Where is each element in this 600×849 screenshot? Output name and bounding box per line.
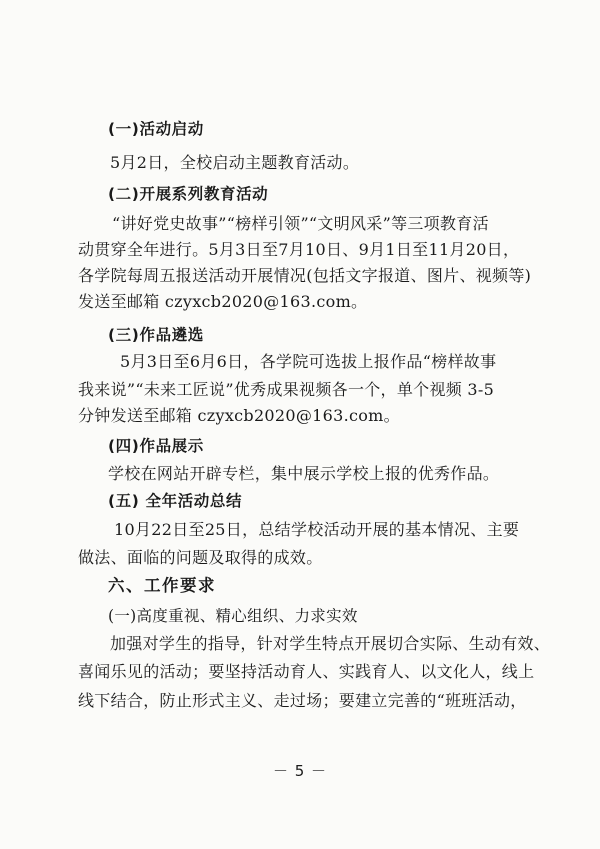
page-number: － 5 － — [272, 762, 328, 780]
section-title-work-requirements: 六、工作要求 — [108, 576, 216, 595]
body-line: 学校在网站开辟专栏，集中展示学校上报的优秀作品。 — [108, 464, 500, 483]
body-line: 加强对学生的指导，针对学生特点开展切合实际、生动有效、 — [110, 634, 551, 653]
body-line: 5月3日至6月6日，各学院可选拔上报作品“榜样故事 — [120, 352, 497, 371]
heading-education-series: (二)开展系列教育活动 — [108, 185, 269, 203]
body-line: 喜闻乐见的活动；要坚持活动育人、实践育人、以文化人，线上 — [78, 662, 535, 681]
heading-work-display: (四)作品展示 — [108, 437, 204, 455]
body-line: 动贯穿全年进行。5月3日至7月10日、9月1日至11月20日， — [78, 240, 520, 259]
heading-work-selection: (三)作品遴选 — [108, 326, 204, 344]
subsection-title: (一)高度重视、精心组织、力求实效 — [108, 607, 358, 625]
body-line: 分钟发送至邮箱 czyxcb2020@163.com。 — [78, 406, 400, 425]
body-line: 做法、面临的问题及取得的成效。 — [78, 548, 323, 567]
body-line: 10月22日至25日，总结学校活动开展的基本情况、主要 — [114, 520, 520, 539]
heading-activity-launch: (一)活动启动 — [108, 120, 204, 138]
heading-annual-summary: (五) 全年活动总结 — [108, 492, 243, 510]
body-line: “讲好党史故事”“榜样引领”“文明风采”等三项教育活 — [112, 214, 489, 233]
body-line: 线下结合，防止形式主义、走过场；要建立完善的“班班活动， — [78, 691, 527, 710]
body-line: 我来说”“未来工匠说”优秀成果视频各一个，单个视频 3-5 — [78, 380, 495, 399]
body-line: 各学院每周五报送活动开展情况(包括文字报道、图片、视频等) — [78, 266, 532, 285]
body-line: 发送至邮箱 czyxcb2020@163.com。 — [78, 292, 368, 311]
body-line: 5月2日，全校启动主题教育活动。 — [110, 153, 360, 172]
